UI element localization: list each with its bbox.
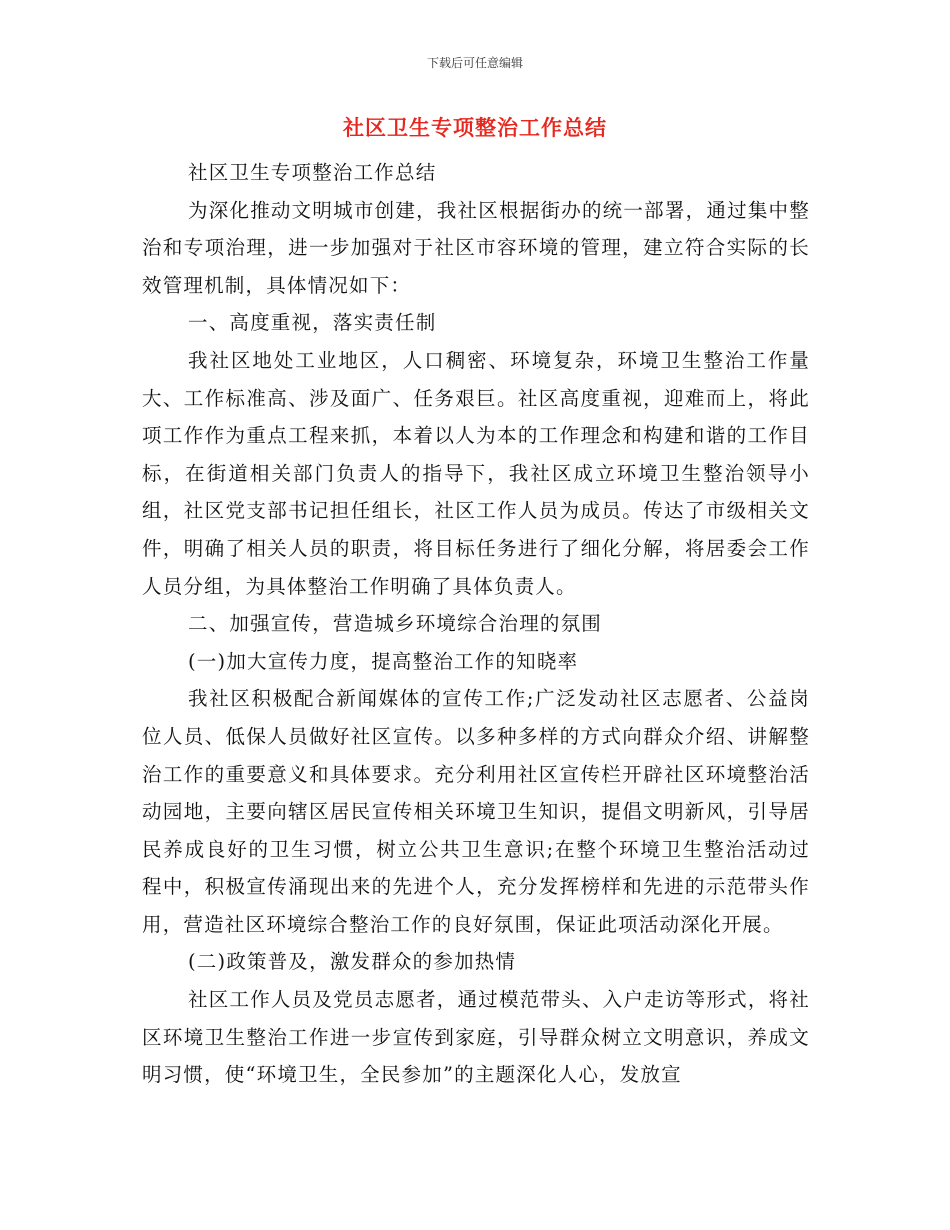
paragraph-subsection-2-1: 我社区积极配合新闻媒体的宣传工作;广泛发动社区志愿者、公益岗位人员、低保人员做好社区宣传。以多种多样的方式向群众介绍、讲解整治工作的重要意义和具体要求。充分利用社区宣传栏开辟社区环境整治活动园地，主要向辖区居民宣传相关环境卫生知识，提倡文明新风，引导居民养成良好的卫生习惯，树立公共卫生意识;在整个环境卫生整治活动过程中，积极宣传涌现出来的先进个人，充分发挥榜样和先进的示范带头作用，营造社区环境综合整治工作的良好氛围，保证此项活动深化开展。 [142, 687, 810, 936]
subsection-heading-2-2: (二)政策普及，激发群众的参加热情 [188, 950, 517, 974]
paragraph-intro: 为深化推动文明城市创建，我社区根据街办的统一部署，通过集中整治和专项治理，进一步加强对于社区市容环境的管理，建立符合实际的长效管理机制，具体情况如下： [142, 198, 810, 297]
section-heading-1: 一、高度重视，落实责任制 [188, 311, 437, 335]
paragraph-subsection-2-2: 社区工作人员及党员志愿者，通过模范带头、入户走访等形式，将社区环境卫生整治工作进一步宣传到家庭，引导群众树立文明意识，养成文明习惯，使“环境卫生，全民参加”的主题深化人心，发放宣 [142, 988, 810, 1087]
subsection-heading-2-1: (一)加大宣传力度，提高整治工作的知晓率 [188, 649, 579, 673]
document-body [142, 154, 810, 1094]
paragraph-subtitle: 社区卫生专项整治工作总结 [188, 161, 437, 184]
document-title: 社区卫生专项整治工作总结 [343, 116, 607, 140]
header-note: 下载后可任意编辑 [426, 56, 523, 70]
section-heading-2: 二、加强宣传，营造城乡环境综合治理的氛围 [188, 612, 603, 636]
paragraph-section-1: 我社区地处工业地区，人口稠密、环境复杂，环境卫生整治工作量大、工作标准高、涉及面广、任务艰巨。社区高度重视，迎难而上，将此项工作作为重点工程来抓，本着以人为本的工作理念和构建和谐的工作目标，在街道相关部门负责人的指导下，我社区成立环境卫生整治领导小组，社区党支部书记担任组长，社区工作人员为成员。传达了市级相关文件，明确了相关人员的职责，将目标任务进行了细化分解，将居委会工作人员分组，为具体整治工作明确了具体负责人。 [142, 348, 810, 598]
